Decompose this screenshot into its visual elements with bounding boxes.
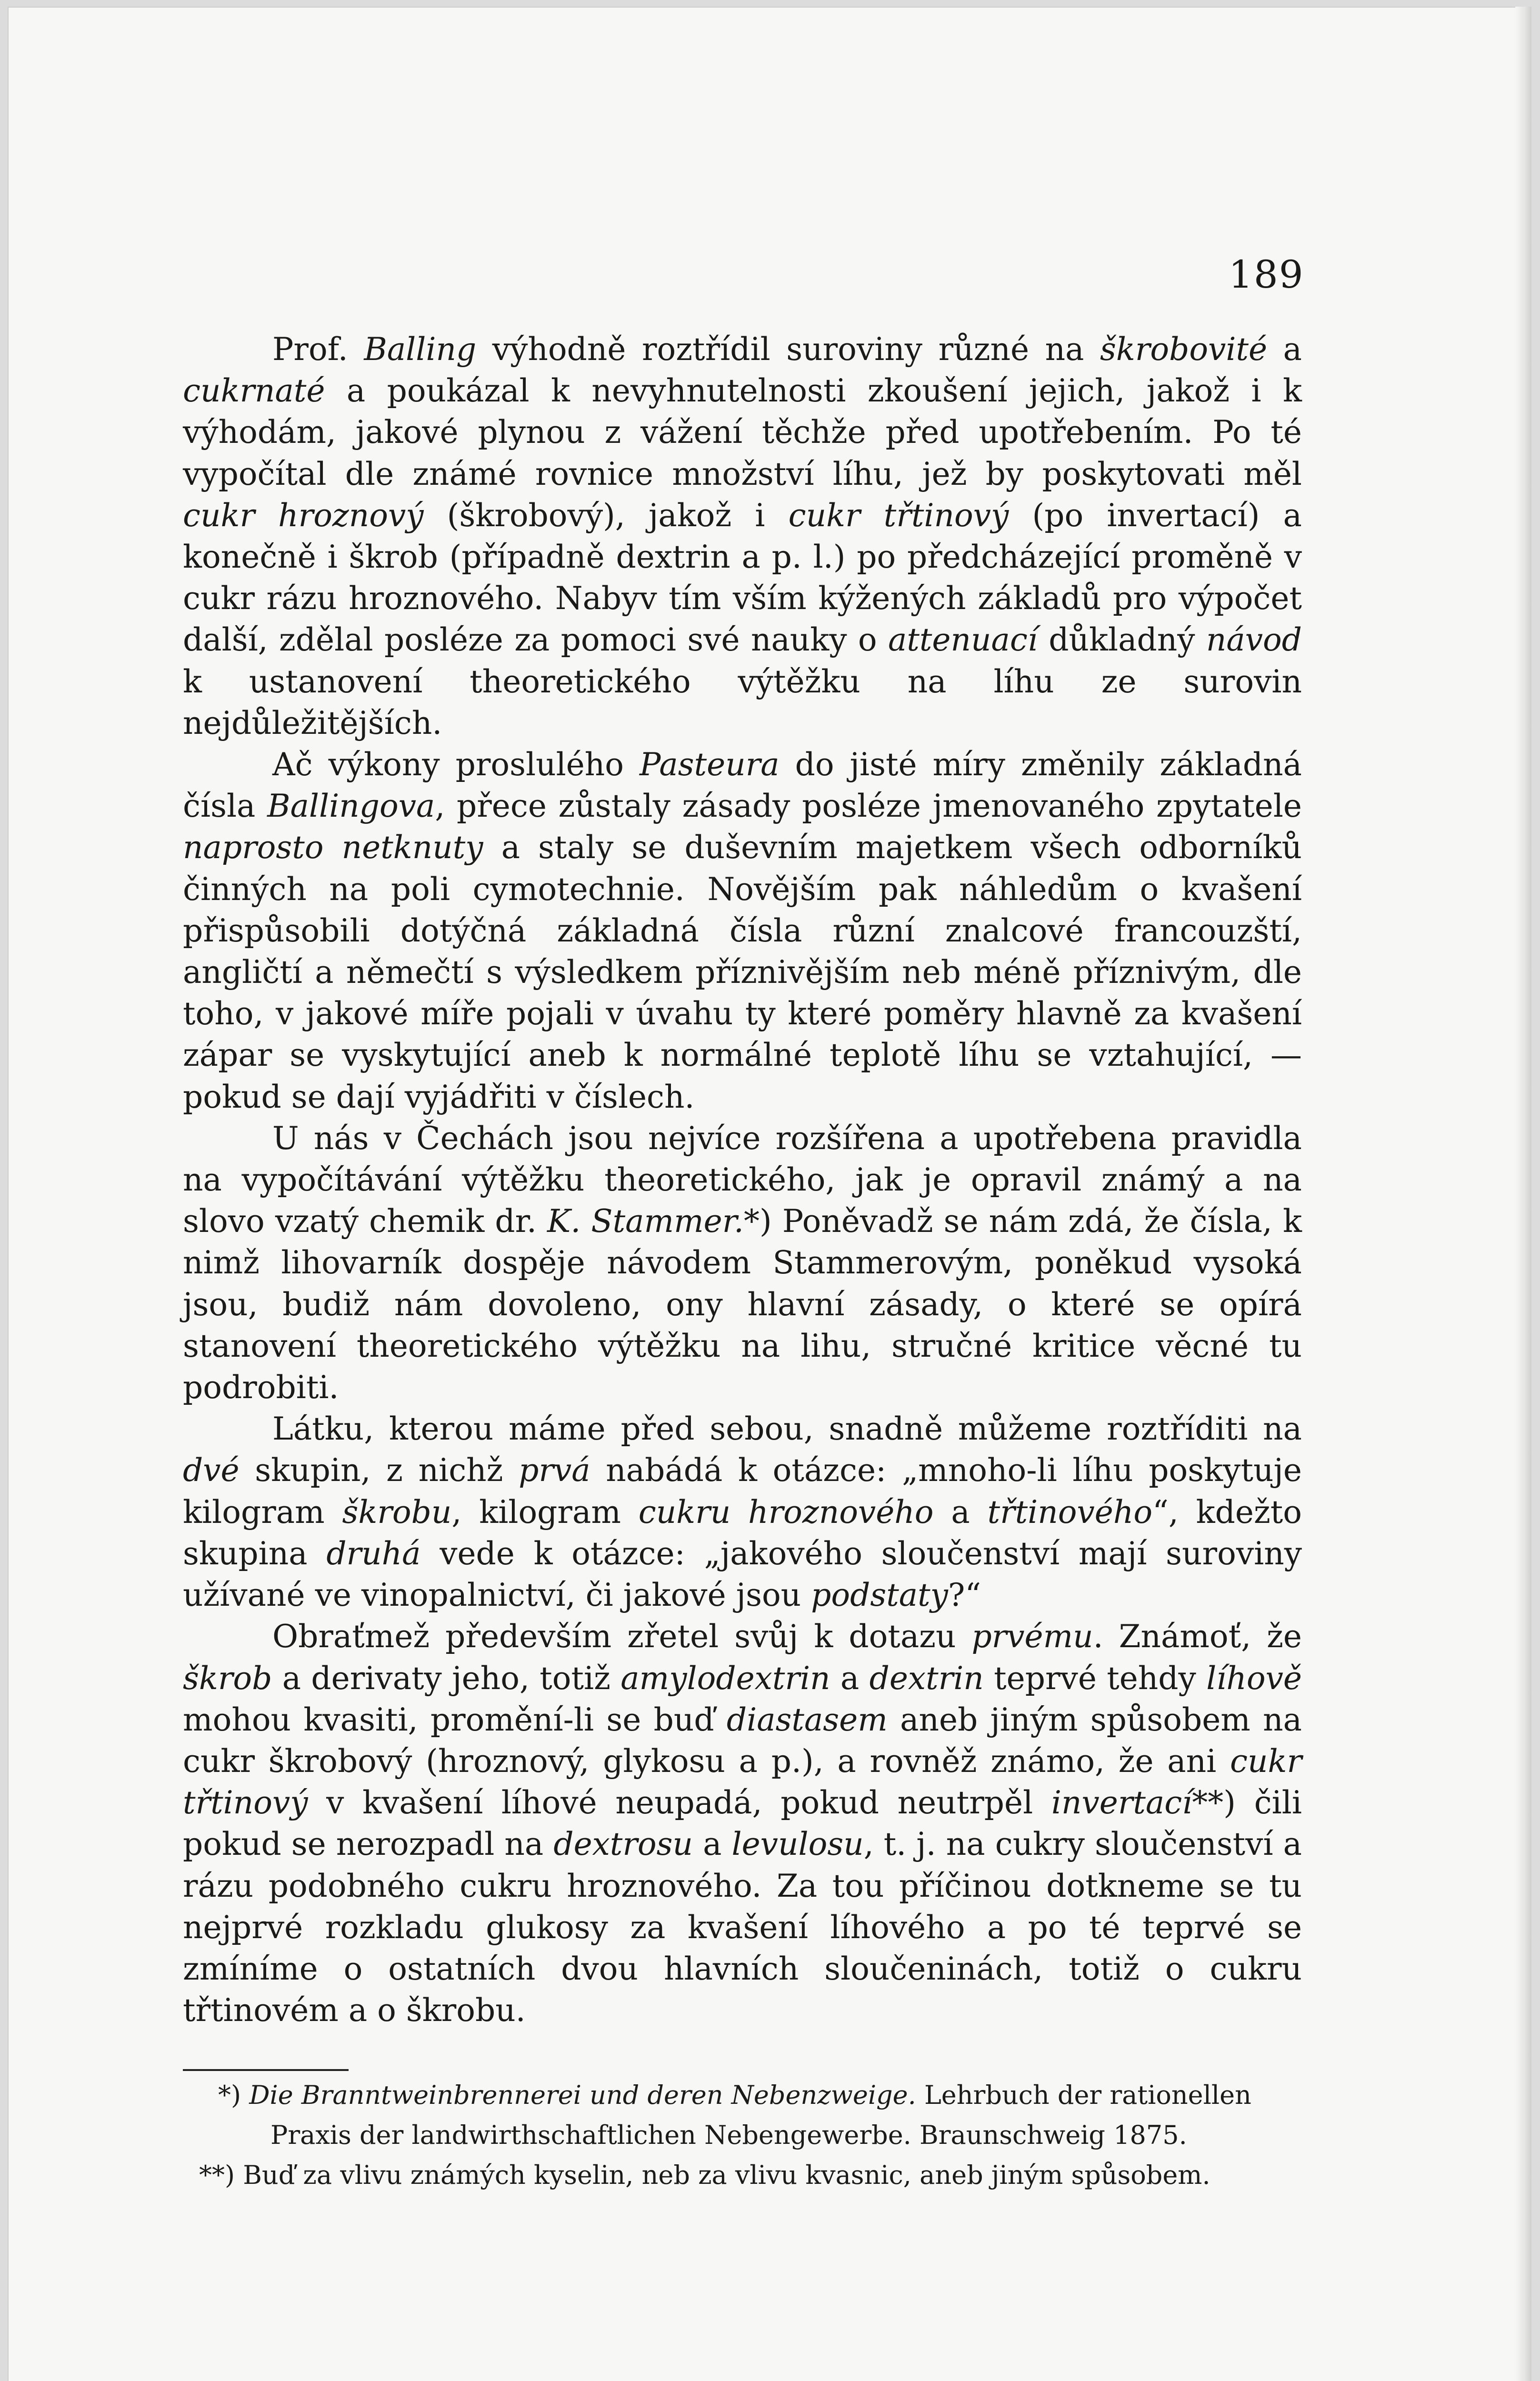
emphasized-text: podstaty	[811, 1577, 948, 1614]
text-run: **) Buď za vlivu známých kyselin, neb za vlivu kvasnic, aneb jiným spůsobem.	[199, 2160, 1210, 2190]
emphasized-text: Ballingova	[267, 788, 435, 825]
text-run: Lehrbuch der rationellen Praxis der landwirthschaftlichen Nebengewerbe. Braunschweig 1875.	[270, 2080, 1251, 2150]
paragraph	[183, 1118, 1302, 1408]
emphasized-text: amylodextrin	[620, 1660, 830, 1697]
text-run: **) čili pokud se nerozpadl na	[183, 1784, 1302, 1863]
text-run: a	[933, 1493, 988, 1531]
text-run: a poukázal k nevyhnutelnosti zkoušení jejich, jakož i k výhodám, jakové plynou z vážení těchže před upotřebením. Po té vypočítal dle známé rovnice množství líhu, jež by poskytovati měl	[183, 372, 1302, 492]
emphasized-text: dvé	[183, 1452, 240, 1489]
emphasized-text: návod	[1206, 621, 1302, 659]
emphasized-text: cukr hroznový	[183, 497, 424, 534]
text-run: (škrobový), jakož i	[423, 497, 789, 534]
paragraph	[183, 744, 1302, 1118]
emphasized-text: Pasteura	[639, 746, 780, 783]
text-run: (po invertací) a konečně i škrob (případně dextrin a p. l.) po předcházející proměně v cukr rázu hroznového. Nabyv tím vším kýžených základů pro výpočet další, zdělal posléze za pomoci své nauky o	[183, 497, 1302, 659]
paragraph	[183, 1408, 1302, 1616]
footnotes	[183, 2075, 1307, 2195]
emphasized-text: dextrin	[869, 1660, 984, 1697]
emphasized-text: invertací	[1051, 1784, 1192, 1821]
text-run: , kilogram	[451, 1493, 639, 1531]
emphasized-text: škrob	[183, 1660, 272, 1697]
emphasized-text: prvá	[519, 1452, 590, 1489]
text-run: Prof.	[272, 331, 364, 368]
emphasized-text: Balling	[364, 331, 477, 368]
emphasized-text: diastasem	[726, 1701, 888, 1738]
text-run: “, kdežto skupina	[183, 1493, 1302, 1572]
text-run: v kvašení líhové neupadá, pokud neutrpěl	[308, 1784, 1051, 1821]
emphasized-text: škrobu	[342, 1493, 452, 1531]
text-run: , t. j. na cukry sloučenství a rázu podobného cukru hroznového. Za tou příčinou dotkneme se tu nejprvé rozkladu glukosy za kvašení líhového a po té teprvé se zmíníme o ostatních dvou hlavních sloučeninách, totiž o cukru třtinovém a o škrobu.	[183, 1826, 1302, 2029]
paragraph	[183, 1616, 1302, 2031]
text-run: k ustanovení theoretického výtěžku na líhu ze surovin nejdůležitějších.	[183, 663, 1302, 741]
text-run: . Známoť, že	[1093, 1618, 1302, 1655]
emphasized-text: cukru hroznového	[638, 1493, 934, 1531]
text-run: do jisté míry změnily základná čísla	[183, 746, 1302, 825]
text-run: Látku, kterou máme před sebou, snadně můžeme roztříditi na	[272, 1411, 1302, 1448]
text-run: , přece zůstaly zásady posléze jmenovaného zpytatele	[435, 788, 1302, 825]
text-run: vede k otázce: „jakového sloučenství mají suroviny užívané ve vinopalnictví, či jakové jsou	[183, 1535, 1302, 1614]
text-run: a derivaty jeho, totiž	[272, 1660, 621, 1697]
text-run: důkladný	[1037, 621, 1206, 659]
emphasized-text: cukr třtinový	[183, 1742, 1302, 1821]
main-text	[183, 329, 1302, 2031]
emphasized-text: prvému	[971, 1618, 1093, 1655]
text-run: Ač výkony proslulého	[272, 746, 640, 783]
text-run: a	[830, 1660, 870, 1697]
emphasized-text: Die Branntweinbrennerei und deren Nebenzweige.	[249, 2080, 916, 2110]
emphasized-text: třtinového	[987, 1493, 1153, 1531]
text-run: výhodně roztřídil suroviny různé na	[476, 331, 1100, 368]
emphasized-text: cukrnaté	[183, 372, 325, 410]
emphasized-text: naprosto netknuty	[183, 829, 483, 866]
text-run: *) Poněvadž se nám zdá, že čísla, k nimž lihovarník dospěje návodem Stammerovým, poněkud vysoká jsou, budiž nám dovoleno, ony hlavní zásady, o které se opírá stanovení theoretického výtěžku na lihu, stručné kritice věcné tu podrobiti.	[183, 1203, 1302, 1406]
emphasized-text: attenuací	[888, 621, 1038, 659]
page-edge-shadow	[1515, 7, 1531, 2381]
emphasized-text: cukr třtinový	[788, 497, 1009, 534]
emphasized-text: dextrosu	[553, 1826, 693, 1863]
text-run: *)	[218, 2080, 250, 2110]
text-run: U nás v Čechách jsou nejvíce rozšířena a upotřebena pravidla na vypočítávání výtěžku theoretického, jak je opravil známý a na slovo vzatý chemik dr.	[183, 1120, 1302, 1240]
emphasized-text: líhově	[1206, 1660, 1302, 1697]
text-run: nabádá k otázce: „mnoho-li líhu poskytuje kilogram	[183, 1452, 1302, 1531]
emphasized-text: levulosu	[731, 1826, 864, 1863]
text-run: mohou kvasiti, promění-li se buď	[183, 1701, 727, 1738]
paragraph	[183, 329, 1302, 744]
emphasized-text: K. Stammer.	[547, 1203, 744, 1240]
text-run: a staly se duševním majetkem všech odborníků činných na poli cymotechnie. Novějším pak náhledům o kvašení přispůsobili dotýčná základná čísla různí znalcové francouzští, angličtí a němečtí s výsledkem příznivějším neb méně příznivým, dle toho, v jakové míře pojali v úvahu ty které poměry hlavně za kvašení zápar se vyskytující aneb k normálné teplotě líhu se vztahující, — pokud se dají vyjádřiti v číslech.	[183, 829, 1302, 1115]
text-run: ?“	[948, 1577, 981, 1614]
text-run: teprvé tehdy	[983, 1660, 1207, 1697]
text-run: aneb jiným spůsobem na cukr škrobový (hroznový, glykosu a p.), a rovněž známo, že ani	[183, 1701, 1302, 1780]
page-number: 189	[1229, 252, 1304, 297]
text-run: a	[693, 1826, 732, 1863]
text-run: skupin, z nichž	[239, 1452, 519, 1489]
text-run: Obraťmež především zřetel svůj k dotazu	[272, 1618, 972, 1655]
emphasized-text: škrobovité	[1100, 331, 1268, 368]
emphasized-text: druhá	[326, 1535, 421, 1572]
footnote-divider	[183, 2069, 349, 2071]
text-run: a	[1267, 331, 1302, 368]
footnote	[183, 2075, 1307, 2155]
footnote	[183, 2155, 1307, 2195]
